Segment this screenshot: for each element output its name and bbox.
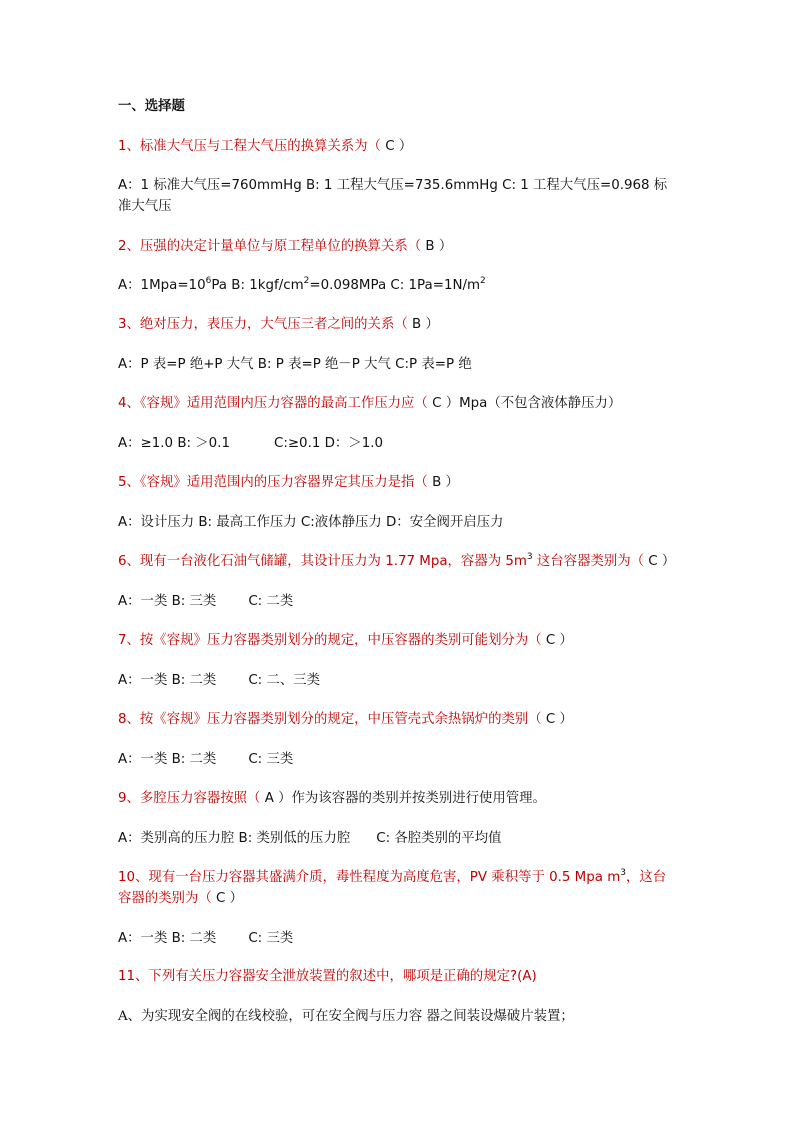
question-number: 4 <box>118 396 127 411</box>
question-stem: 、按《容规》压力容器类别划分的规定，中压容器的类别可能划分为（ <box>126 633 546 648</box>
question-stem: 、绝对压力，表压力，大气压三者之间的关系（ <box>126 317 412 332</box>
question-stem: 、下列有关压力容器安全泄放装置的叙述中，哪项是正确的规定?(A) <box>135 969 537 984</box>
question-stem-end: ） <box>394 139 413 154</box>
answer-letter: C <box>545 633 556 648</box>
question-number: 7 <box>118 633 127 648</box>
question-stem-end: ） <box>225 891 244 906</box>
question-number: 1 <box>118 139 127 154</box>
options-2 <box>118 275 678 296</box>
question-stem: 这台容器类别为（ <box>532 554 649 569</box>
answer-letter: B <box>432 475 442 490</box>
options-9 <box>118 828 678 849</box>
question-stem-end: ） <box>434 239 453 254</box>
options-3: A：P 表=P 绝+P 大气 B: P 表=P 绝－P 大气 C:P 表=P 绝 <box>118 357 472 372</box>
answer-letter: B <box>425 239 435 254</box>
superscript: 3 <box>526 551 533 562</box>
question-stem-end: ） <box>657 554 676 569</box>
superscript: 6 <box>205 275 212 286</box>
question-stem-end: ） <box>555 712 573 727</box>
question-11 <box>118 966 678 987</box>
question-stem: 、多腔压力容器按照（ <box>126 791 265 806</box>
question-stem: 、标准大气压与工程大气压的换算关系为（ <box>126 139 386 154</box>
options-7 <box>118 670 678 691</box>
option-text: Pa B: 1kgf/cm <box>211 278 304 293</box>
question-number: 9 <box>118 791 127 806</box>
option-text: A：一类 B: 二类 <box>118 673 217 688</box>
question-8 <box>118 709 678 730</box>
answer-letter: C <box>545 712 556 727</box>
question-2 <box>118 236 678 257</box>
question-9 <box>118 788 678 809</box>
question-stem-end: ）作为该容器的类别并按类别进行使用管理。 <box>273 791 546 806</box>
options-8 <box>118 749 678 770</box>
option-text: C: 三类 <box>248 931 294 946</box>
question-stem: 、《容规》适用范围内压力容器的最高工作压力应（ <box>126 396 433 411</box>
question-number: 6 <box>118 554 127 569</box>
question-stem-end: ） <box>421 317 439 332</box>
question-number: 11 <box>118 969 136 984</box>
option-text: A：一类 B: 二类 <box>118 931 217 946</box>
question-6 <box>118 551 678 572</box>
answer-letter: B <box>412 317 422 332</box>
question-number: 2 <box>118 239 127 254</box>
question-stem: ，这台容器的类别为（ <box>118 870 667 906</box>
answer-letter: C <box>216 891 226 906</box>
question-number: 10 <box>118 870 136 885</box>
answer-letter: A <box>264 791 274 806</box>
question-number: 3 <box>118 317 127 332</box>
options-1: A：1 标准大气压=760mmHg B: 1 工程大气压=735.6mmHg C: 1 工程大气压=0.968 标准大气压 <box>118 178 668 214</box>
option-text: C: 二类 <box>248 594 294 609</box>
question-3 <box>118 314 678 335</box>
option-text: A：类别高的压力腔 B: 类别低的压力腔 <box>118 831 351 846</box>
answer-letter: C <box>432 396 442 411</box>
option-text: C:≥0.1 D：＞1.0 <box>273 436 383 451</box>
question-7 <box>118 630 678 651</box>
superscript: 2 <box>303 275 310 286</box>
option-text: A：1Mpa=10 <box>118 278 206 293</box>
options-11: A、为实现安全阀的在线校验，可在安全阀与压力容 器之间装设爆破片装置； <box>118 1009 574 1024</box>
question-number: 5 <box>118 475 127 490</box>
question-stem-end: ） <box>441 475 459 490</box>
option-text: C: 三类 <box>248 752 294 767</box>
option-text: A：≥1.0 B: ＞0.1 <box>118 436 230 451</box>
question-1 <box>118 136 678 157</box>
question-stem: 、压强的决定计量单位与原工程单位的换算关系（ <box>126 239 426 254</box>
option-text: A：一类 B: 三类 <box>118 594 217 609</box>
option-text: C: 各腔类别的平均值 <box>376 831 502 846</box>
options-5: A：设计压力 B: 最高工作压力 C:液体静压力 D：安全阀开启压力 <box>118 515 504 530</box>
option-text: =0.098MPa C: 1Pa=1N/m <box>309 278 481 293</box>
answer-letter: C <box>648 554 658 569</box>
options-6 <box>118 591 678 612</box>
options-10 <box>118 928 678 949</box>
question-stem: 、按《容规》压力容器类别划分的规定，中压管壳式余热锅炉的类别（ <box>126 712 546 727</box>
question-stem-end: ） <box>555 633 573 648</box>
question-stem: 、《容规》适用范围内的压力容器界定其压力是指（ <box>126 475 433 490</box>
question-4 <box>118 393 678 414</box>
option-text: C: 二、三类 <box>248 673 321 688</box>
question-5 <box>118 472 678 493</box>
question-10 <box>118 867 678 909</box>
options-4 <box>118 433 678 454</box>
superscript: 3 <box>620 867 626 878</box>
superscript: 2 <box>480 275 486 286</box>
option-text: A：一类 B: 二类 <box>118 752 217 767</box>
question-stem-end: ）Mpa（不包含液体静压力） <box>441 396 622 411</box>
question-number: 8 <box>118 712 127 727</box>
section-heading: 一、选择题 <box>118 99 185 114</box>
answer-letter: C <box>385 139 395 154</box>
question-stem: 、现有一台压力容器其盛满介质，毒性程度为高度危害，PV 乘积等于 0.5 Mpa m <box>135 870 621 885</box>
question-stem: 、现有一台液化石油气储罐，其设计压力为 1.77 Mpa，容器为 5m <box>126 554 527 569</box>
